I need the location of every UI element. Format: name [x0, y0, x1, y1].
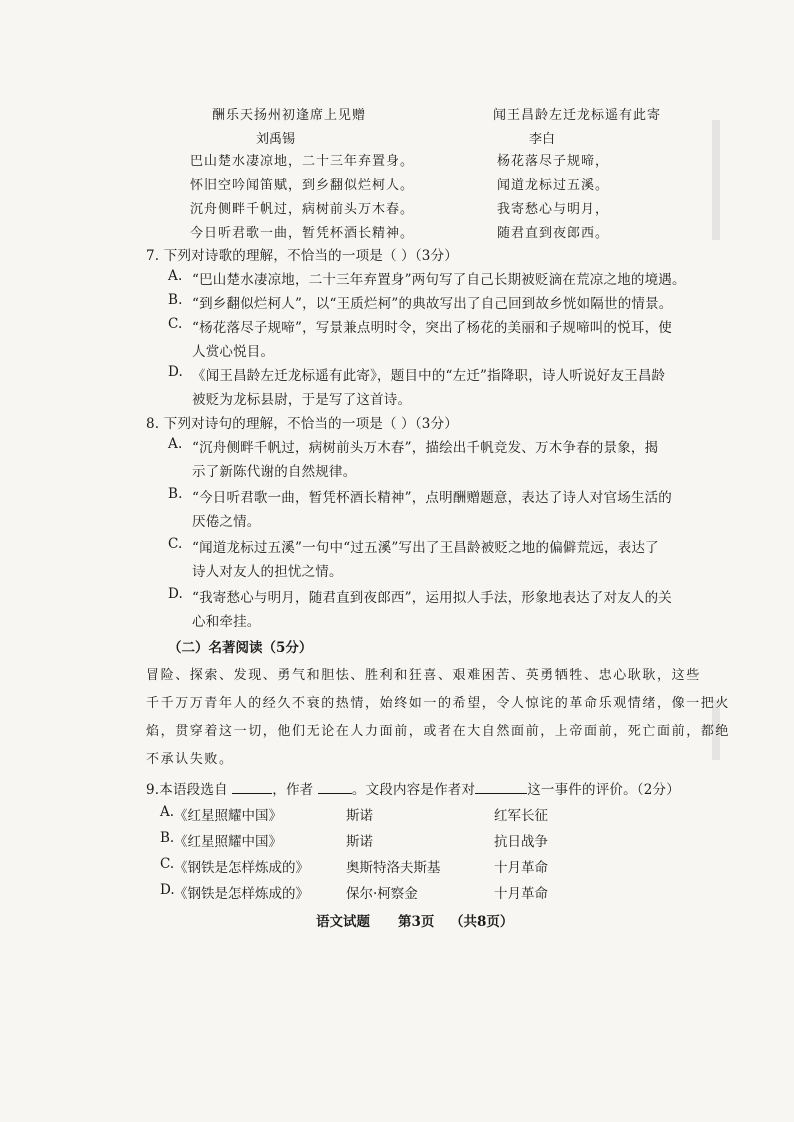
q8-option-a-text-cont: 示了新陈代谢的自然规律。: [192, 464, 357, 480]
q9-option-b-label: B.: [160, 830, 175, 846]
q8-option-d-text: “我寄愁心与明月，随君直到夜郎西”，运用拟人手法，形象地表达了对友人的关: [192, 590, 673, 606]
q8-option-d-label: D.: [168, 586, 184, 602]
footer-subject: 语文试题: [316, 914, 370, 930]
q9-option-d-label: D.: [160, 882, 175, 898]
q9-option-c-label: C.: [160, 856, 175, 872]
poem-left-author: 刘禹锡: [256, 132, 296, 147]
q7-option-c-label: C.: [168, 316, 183, 332]
q9-option-c-author: 奥斯特洛夫斯基: [346, 860, 441, 876]
q8-option-c-label: C.: [168, 536, 183, 552]
poem-left-line: 怀旧空吟闻笛赋，到乡翻似烂柯人。: [190, 178, 415, 193]
question-8-stem: 8. 下列对诗句的理解，不恰当的一项是（ ）（3分）: [146, 416, 459, 432]
q8-option-b-text-cont: 厌倦之情。: [192, 514, 261, 530]
question-9-stem: [146, 778, 680, 798]
q7-option-d-text: 《闻王昌龄左迁龙标遥有此寄》，题目中的“左迁”指降职，诗人听说好友王昌龄: [192, 368, 666, 384]
question-7-stem: 7. 下列对诗歌的理解，不恰当的一项是（ ）（3分）: [146, 248, 459, 264]
footer-total: （共8页）: [450, 914, 514, 930]
passage-line: 冒险、探索、发现、勇气和胆怯、胜利和狂喜、艰难困苦、英勇牺牲、忠心耿耿，这些: [146, 668, 701, 683]
poem-right-title: 闻王昌龄左迁龙标遥有此寄: [493, 108, 662, 123]
poem-left-line: 巴山楚水凄凉地，二十三年弃置身。: [190, 154, 415, 169]
q9-option-c-event: 十月革命: [494, 860, 548, 876]
q7-option-c-text-cont: 人赏心悦目。: [192, 344, 275, 360]
q9-blank-event[interactable]: [475, 781, 527, 794]
q9-option-d-author: 保尔·柯察金: [346, 886, 418, 902]
q9-blank-book[interactable]: [232, 781, 272, 794]
q9-option-a-author: 斯诺: [346, 808, 373, 824]
q9-text-4: 这一事件的评价。（2分）: [527, 782, 680, 798]
q7-option-b-text: “到乡翻似烂柯人”，以“王质烂柯”的典故写出了自己回到故乡恍如隔世的情景。: [192, 296, 673, 312]
poem-left-line: 沉舟侧畔千帆过，病树前头万木春。: [190, 202, 415, 217]
q8-option-a-label: A.: [168, 436, 183, 452]
q8-option-b-text: “今日听君歌一曲，暂凭杯酒长精神”，点明酬赠题意，表达了诗人对官场生活的: [192, 490, 673, 506]
q7-option-d-text-cont: 被贬为龙标县尉，于是写了这首诗。: [192, 392, 412, 408]
q9-option-a-label: A.: [160, 804, 175, 820]
passage-line: 千千万万青年人的经久不衰的热情，始终如一的希望，令人惊诧的革命乐观情绪，像一把火: [146, 696, 731, 711]
q8-option-c-text: “闻道龙标过五溪”一句中“过五溪”写出了王昌龄被贬之地的偏僻荒远，表达了: [192, 540, 659, 556]
passage-line: 焰，贯穿着这一切，他们无论在人力面前，或者在大自然面前，上帝面前，死亡面前，都绝: [146, 724, 731, 739]
q9-option-d-event: 十月革命: [494, 886, 548, 902]
q9-option-c-book: 《钢铁是怎样炼成的》: [174, 860, 309, 876]
q9-option-b-event: 抗日战争: [494, 834, 548, 850]
poem-right-line: 杨花落尽子规啼，: [497, 154, 610, 169]
footer-page: 第3页: [398, 914, 435, 930]
q9-option-d-book: 《钢铁是怎样炼成的》: [174, 886, 309, 902]
q9-text-1: 9.本语段选自: [146, 782, 228, 798]
q7-option-c-text: “杨花落尽子规啼”，写景兼点明时令，突出了杨花的美丽和子规啼叫的悦耳，使: [192, 320, 673, 336]
q8-option-c-text-cont: 诗人对友人的担忧之情。: [192, 564, 343, 580]
poem-right-line: 我寄愁心与明月，: [497, 202, 610, 217]
poem-right-line: 随君直到夜郎西。: [497, 226, 610, 241]
q9-blank-author[interactable]: [318, 781, 352, 794]
poem-right-author: 李白: [529, 132, 556, 147]
q9-option-a-event: 红军长征: [494, 808, 548, 824]
q9-option-a-book: 《红星照耀中国》: [174, 808, 282, 824]
q8-option-b-label: B.: [168, 486, 183, 502]
q8-option-d-text-cont: 心和牵挂。: [192, 614, 261, 630]
poem-right-line: 闻道龙标过五溪。: [497, 178, 610, 193]
passage-line: 不承认失败。: [146, 752, 234, 767]
q8-option-a-text: “沉舟侧畔千帆过，病树前头万木春”，描绘出千帆竞发、万木争春的景象，揭: [192, 440, 659, 456]
q7-option-b-label: B.: [168, 292, 183, 308]
q9-option-b-book: 《红星照耀中国》: [174, 834, 282, 850]
scan-bleed-mark: [712, 120, 720, 240]
q9-option-b-author: 斯诺: [346, 834, 373, 850]
q9-text-2: ，作者: [272, 782, 314, 798]
poem-left-title: 酬乐天扬州初逢席上见赠: [212, 108, 367, 123]
section-title: （二）名著阅读（5分）: [168, 640, 313, 656]
q7-option-a-label: A.: [168, 268, 183, 284]
q7-option-a-text: “巴山楚水凄凉地，二十三年弃置身”两句写了自己长期被贬滴在荒凉之地的境遇。: [192, 272, 686, 288]
q9-text-3: 。文段内容是作者对: [351, 782, 476, 798]
poem-left-line: 今日听君歌一曲，暂凭杯酒长精神。: [190, 226, 415, 241]
q7-option-d-label: D.: [168, 364, 184, 380]
